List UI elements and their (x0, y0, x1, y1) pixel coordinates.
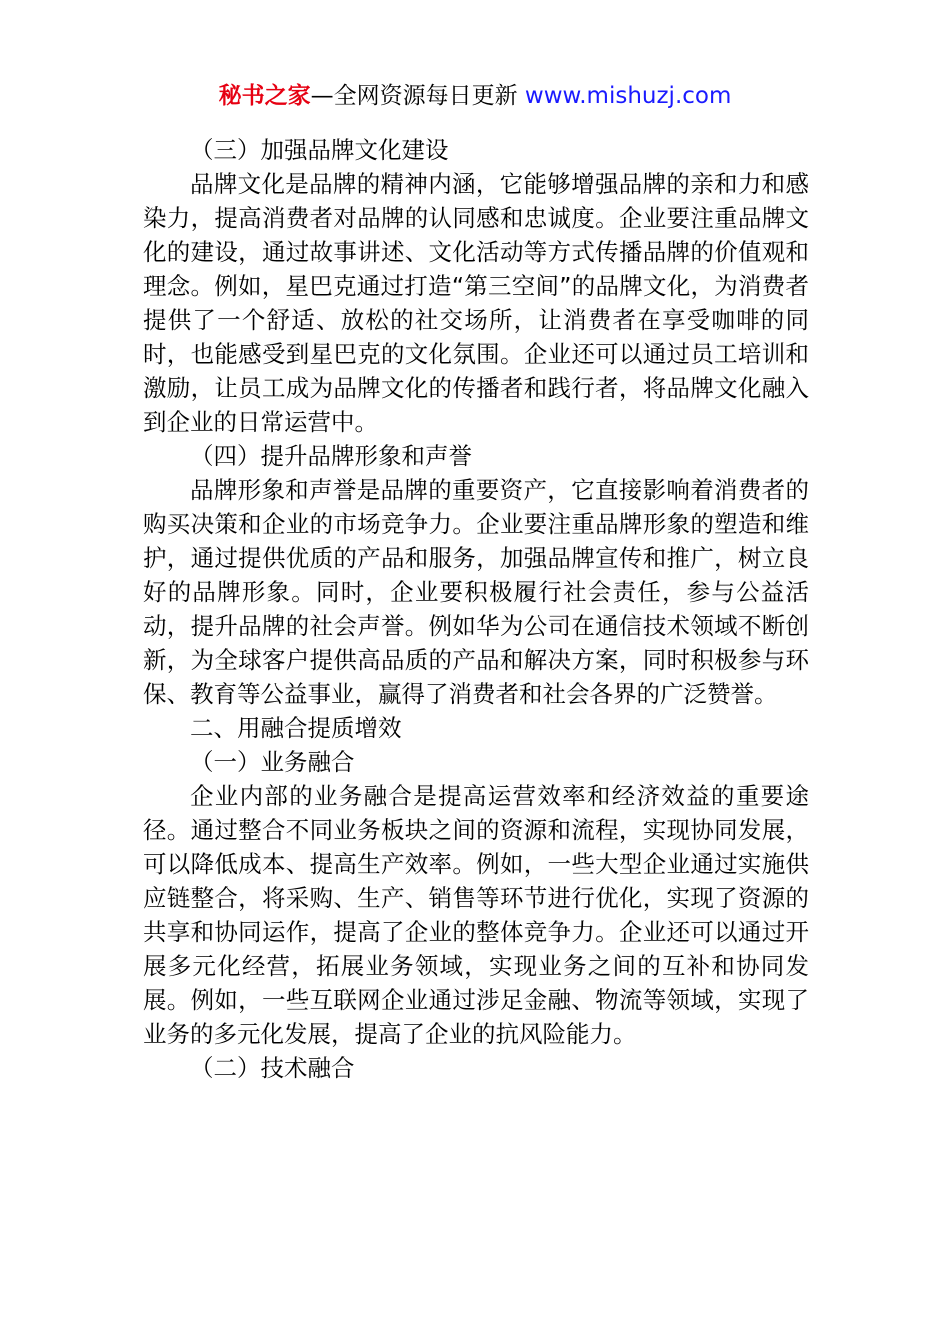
header-tagline: —全网资源每日更新 (310, 83, 525, 109)
heading-tech-fusion: （二）技术融合 (190, 1054, 355, 1082)
paragraph-business-fusion: 企业内部的业务融合是提高运营效率和经济效益的重要途径。通过整合不同业务板块之间的资源和流程，实现协同发展，可以降低成本、提高生产效率。例如，一些大型企业通过实施供应链整合，将采购、生产、销售等环节进行优化，实现了资源的共享和协同运作，提高了企业的整体竞争力。企业还可以通过开展多元化经营，拓展业务领域，实现业务之间的互补和协同发展。例如，一些互联网企业通过涉足金融、物流等领域，实现了业务的多元化发展，提高了企业的抗风险能力。 (143, 782, 809, 1048)
document-body (143, 133, 809, 1085)
paragraph-brand-culture: 品牌文化是品牌的精神内涵，它能够增强品牌的亲和力和感染力，提高消费者对品牌的认同感和忠诚度。企业要注重品牌文化的建设，通过故事讲述、文化活动等方式传播品牌的价值观和理念。例如，星巴克通过打造“第三空间”的品牌文化，为消费者提供了一个舒适、放松的社交场所，让消费者在享受咖啡的同时，也能感受到星巴克的文化氛围。企业还可以通过员工培训和激励，让员工成为品牌文化的传播者和践行者，将品牌文化融入到企业的日常运营中。 (143, 170, 809, 436)
heading-brand-image: （四）提升品牌形象和声誉 (190, 442, 472, 470)
heading-section-two: 二、用融合提质增效 (190, 714, 402, 742)
header-url-link[interactable]: www.mishuzj.com (524, 83, 732, 109)
paragraph-brand-image: 品牌形象和声誉是品牌的重要资产，它直接影响着消费者的购买决策和企业的市场竞争力。企业要注重品牌形象的塑造和维护，通过提供优质的产品和服务，加强品牌宣传和推广，树立良好的品牌形象。同时，企业要积极履行社会责任，参与公益活动，提升品牌的社会声誉。例如华为公司在通信技术领域不断创新，为全球客户提供高品质的产品和解决方案，同时积极参与环保、教育等公益事业，赢得了消费者和社会各界的广泛赞誉。 (143, 476, 809, 708)
heading-brand-culture: （三）加强品牌文化建设 (190, 136, 449, 164)
header-brand: 秘书之家 (218, 83, 311, 109)
page-header (0, 80, 950, 112)
heading-business-fusion: （一）业务融合 (190, 748, 355, 776)
